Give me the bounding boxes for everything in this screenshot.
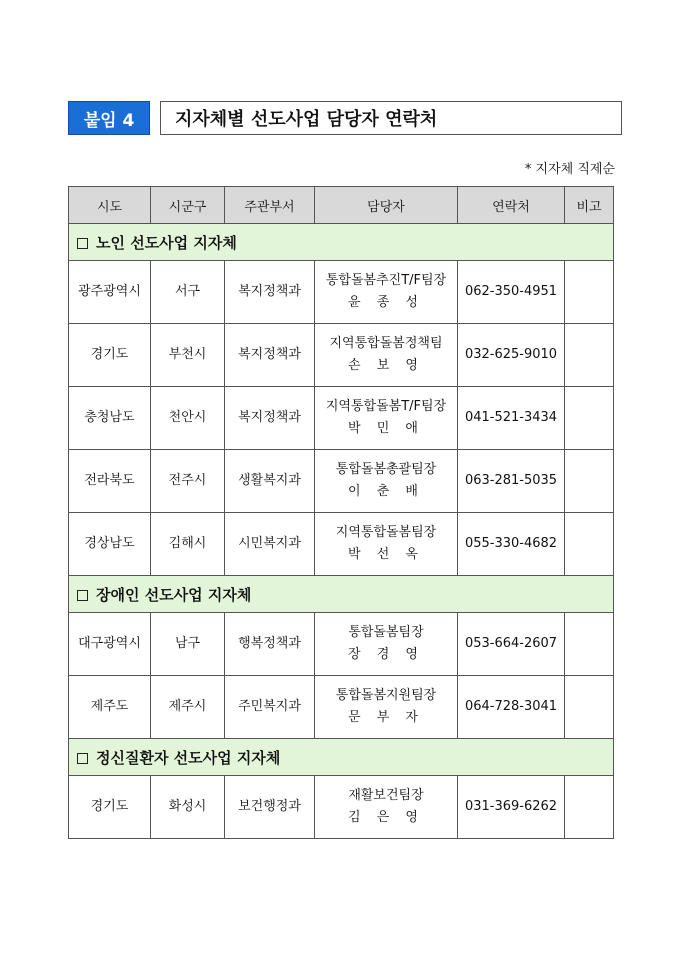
cell-phone: 064-728-3041 (458, 676, 565, 739)
contact-name: 김 은 영 (348, 810, 424, 825)
table-row (69, 450, 614, 513)
cell-contact-person (315, 261, 458, 324)
section-title: 정신질환자 선도사업 지자체 (96, 748, 281, 767)
contact-role: 통합돌봄추진T/F팀장 (325, 273, 447, 288)
cell-sido: 경기도 (69, 776, 151, 839)
table-row (69, 387, 614, 450)
cell-note (565, 676, 614, 739)
cell-dept: 복지정책과 (225, 324, 315, 387)
table-row (69, 513, 614, 576)
cell-phone: 063-281-5035 (458, 450, 565, 513)
cell-sigungu: 부천시 (151, 324, 225, 387)
section-title: 노인 선도사업 지자체 (96, 233, 237, 252)
cell-contact-person (315, 676, 458, 739)
cell-dept: 복지정책과 (225, 387, 315, 450)
contact-role: 통합돌봄지원팀장 (335, 688, 437, 703)
cell-dept: 행복정책과 (225, 613, 315, 676)
table-row (69, 613, 614, 676)
contact-name: 문 부 자 (348, 710, 424, 725)
header-row (69, 187, 614, 224)
cell-contact-person (315, 613, 458, 676)
contact-name: 박 선 옥 (348, 547, 424, 562)
table-row (69, 261, 614, 324)
contact-name: 이 춘 배 (348, 484, 424, 499)
contact-name: 장 경 영 (348, 647, 424, 662)
cell-note (565, 261, 614, 324)
cell-sido: 전라북도 (69, 450, 151, 513)
checkbox-square-icon (77, 753, 88, 764)
cell-phone: 062-350-4951 (458, 261, 565, 324)
contact-role: 통합돌봄총괄팀장 (335, 462, 437, 477)
cell-sigungu: 김해시 (151, 513, 225, 576)
cell-note (565, 776, 614, 839)
col-header-sido: 시도 (69, 187, 151, 224)
section-header (69, 576, 614, 613)
cell-dept: 복지정책과 (225, 261, 315, 324)
contact-role: 지역통합돌봄팀장 (335, 525, 437, 540)
cell-note (565, 387, 614, 450)
table-row (69, 676, 614, 739)
col-header-dept: 주관부서 (225, 187, 315, 224)
cell-sigungu: 천안시 (151, 387, 225, 450)
cell-note (565, 613, 614, 676)
cell-phone: 055-330-4682 (458, 513, 565, 576)
cell-sido: 경기도 (69, 324, 151, 387)
contacts-table (68, 186, 614, 839)
col-header-note: 비고 (565, 187, 614, 224)
table-row (69, 324, 614, 387)
checkbox-square-icon (77, 590, 88, 601)
cell-sigungu: 제주시 (151, 676, 225, 739)
cell-phone: 031-369-6262 (458, 776, 565, 839)
contact-name: 박 민 애 (348, 421, 424, 436)
cell-dept: 보건행정과 (225, 776, 315, 839)
contact-role: 재활보건팀장 (348, 788, 424, 803)
section-title: 장애인 선도사업 지자체 (96, 585, 252, 604)
cell-sigungu: 서구 (151, 261, 225, 324)
cell-sigungu: 남구 (151, 613, 225, 676)
cell-phone: 053-664-2607 (458, 613, 565, 676)
cell-note (565, 324, 614, 387)
cell-contact-person (315, 324, 458, 387)
cell-dept: 시민복지과 (225, 513, 315, 576)
contact-name: 손 보 영 (348, 358, 424, 373)
section-header (69, 224, 614, 261)
col-header-phone: 연락처 (458, 187, 565, 224)
contact-role: 통합돌봄팀장 (348, 625, 424, 640)
cell-phone: 032-625-9010 (458, 324, 565, 387)
cell-sido: 제주도 (69, 676, 151, 739)
checkbox-square-icon (77, 238, 88, 249)
section-row (69, 739, 614, 776)
cell-contact-person (315, 450, 458, 513)
section-header (69, 739, 614, 776)
cell-dept: 주민복지과 (225, 676, 315, 739)
section-row (69, 224, 614, 261)
contact-role: 지역통합돌봄T/F팀장 (325, 399, 447, 414)
cell-note (565, 513, 614, 576)
table-row (69, 776, 614, 839)
attachment-badge: 붙임 4 (68, 101, 150, 135)
cell-contact-person (315, 776, 458, 839)
cell-phone: 041-521-3434 (458, 387, 565, 450)
contact-role: 지역통합돌봄정책팀 (329, 336, 443, 351)
section-row (69, 576, 614, 613)
cell-contact-person (315, 387, 458, 450)
order-note: * 지자체 직제순 (524, 162, 615, 177)
cell-sido: 경상남도 (69, 513, 151, 576)
cell-contact-person (315, 513, 458, 576)
page-title: 지자체별 선도사업 담당자 연락처 (160, 101, 622, 135)
col-header-contact-person: 담당자 (315, 187, 458, 224)
cell-note (565, 450, 614, 513)
cell-sido: 충청남도 (69, 387, 151, 450)
cell-sido: 광주광역시 (69, 261, 151, 324)
col-header-sigungu: 시군구 (151, 187, 225, 224)
cell-sigungu: 전주시 (151, 450, 225, 513)
cell-dept: 생활복지과 (225, 450, 315, 513)
title-bar (68, 101, 622, 135)
contact-name: 윤 종 성 (348, 295, 424, 310)
cell-sido: 대구광역시 (69, 613, 151, 676)
cell-sigungu: 화성시 (151, 776, 225, 839)
